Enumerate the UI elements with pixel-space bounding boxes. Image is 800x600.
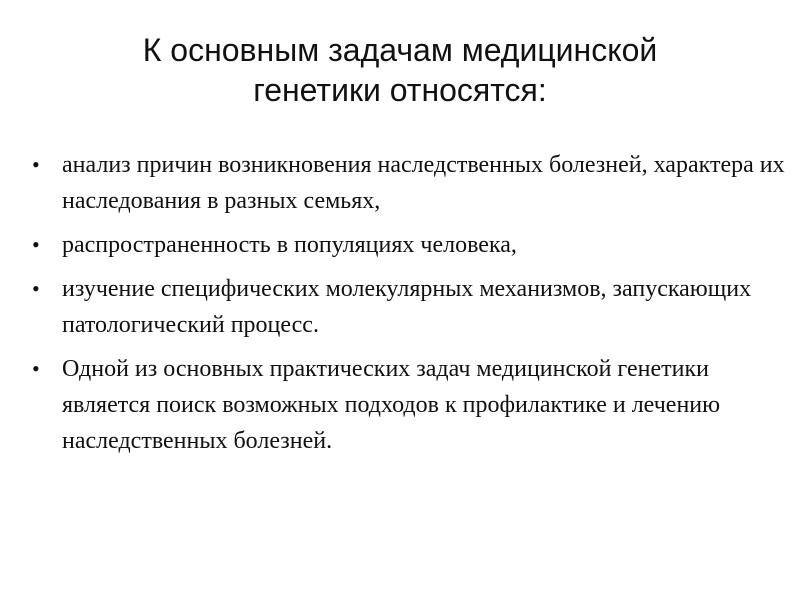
bullet-icon: •	[32, 152, 40, 177]
bullet-item	[30, 271, 785, 343]
slide-title-line: К основным задачам медицинской	[142, 32, 658, 68]
bullet-list	[30, 147, 785, 467]
bullet-icon: •	[32, 276, 40, 301]
slide-title-line: генетики относятся:	[253, 72, 547, 108]
bullet-text: изучение специфических молекулярных механизмов, запускающих патологический процесс.	[62, 276, 752, 338]
bullet-text: анализ причин возникновения наследственных болезней, характера их наследования в разных семьях,	[62, 152, 785, 214]
bullet-icon: •	[32, 356, 40, 381]
bullet-icon: •	[32, 232, 40, 257]
slide-title	[40, 30, 760, 110]
bullet-text: распространенность в популяциях человека,	[62, 232, 517, 258]
bullet-text: Одной из основных практических задач медицинской генетики является поиск возможных подходов к профилактике и лечению наследственных болезней.	[62, 356, 721, 454]
bullet-item	[30, 227, 785, 263]
bullet-item	[30, 351, 785, 459]
bullet-item	[30, 147, 785, 219]
